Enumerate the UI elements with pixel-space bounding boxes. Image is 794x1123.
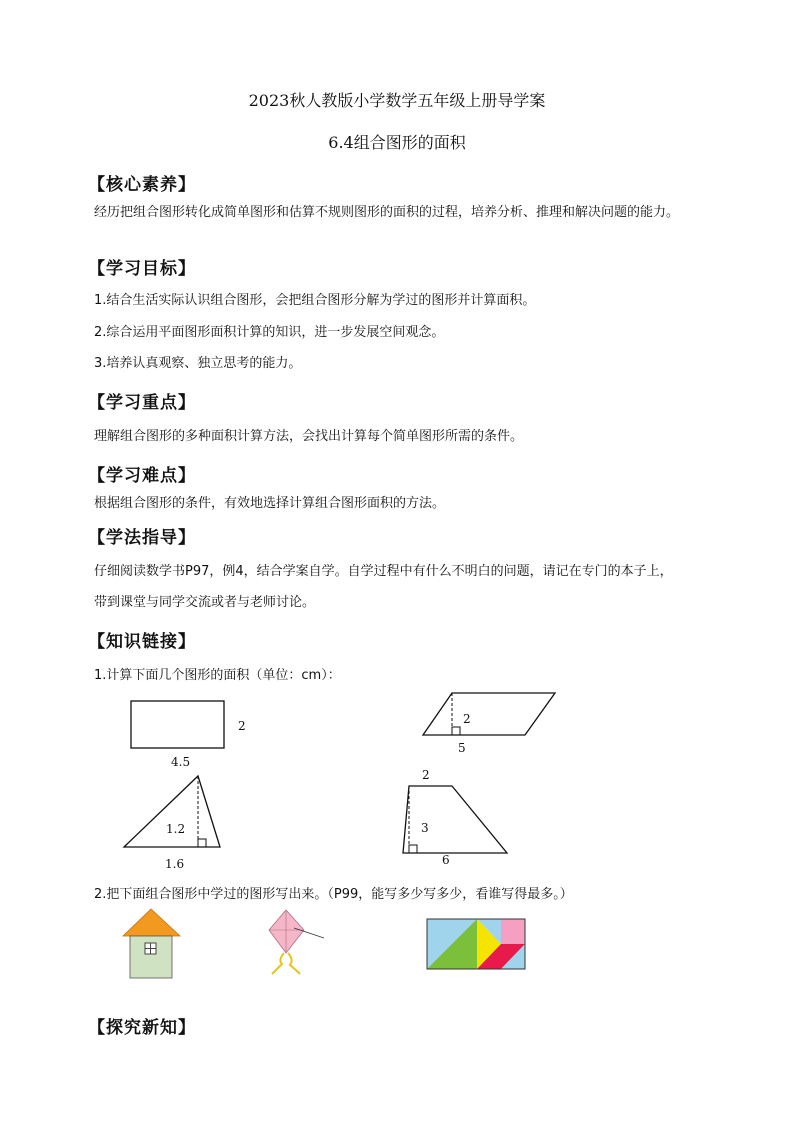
method-text-line-1: 仔细阅读数学书P97，例4，结合学案自学。自学过程中有什么不明白的问题，请记在专门的本子上， [94,564,673,579]
roof-shape [123,909,180,936]
triangle-figure [123,775,223,849]
section-heading-method: 【学法指导】 [88,528,196,548]
kite-tail-left [272,953,284,974]
method-text-line-2: 带到课堂与同学交流或者与老师讨论。 [94,595,316,610]
section-heading-difficulty: 【学习难点】 [88,466,196,486]
right-angle-mark [409,845,417,853]
tangram-figure [427,919,529,971]
trapezoid-height-label: 3 [421,821,429,835]
goal-item-3: 3.培养认真观察、独立思考的能力。 [94,356,302,371]
section-heading-focus: 【学习重点】 [88,393,196,413]
triangle-shape [124,776,220,847]
trapezoid-shape [403,786,507,853]
goal-item-2: 2.综合运用平面图形面积计算的知识，进一步发展空间观念。 [94,325,445,340]
section-heading-core: 【核心素养】 [88,175,196,195]
parallelogram-figure [422,692,556,736]
parallelogram-base-label: 5 [458,741,466,755]
right-angle-mark [198,839,206,847]
right-angle-mark [452,727,460,735]
knowledge-question-1: 1.计算下面几个图形的面积（单位：cm）： [94,668,341,683]
section-heading-goals: 【学习目标】 [88,259,196,279]
triangle-height-label: 1.2 [166,822,186,836]
focus-text: 理解组合图形的多种面积计算方法，会找出计算每个简单图形所需的条件。 [94,429,524,444]
trapezoid-bottom-label: 6 [442,853,450,867]
triangle-base-label: 1.6 [165,857,185,871]
wall-shape [130,936,172,978]
lesson-subtitle: 6.4组合图形的面积 [328,133,466,152]
rectangle-shape [131,701,224,748]
document-title: 2023秋人教版小学数学五年级上册导学案 [248,91,546,110]
goal-item-1: 1.结合生活实际认识组合图形，会把组合图形分解为学过的图形并计算面积。 [94,293,536,308]
kite-figure [264,908,338,978]
core-text: 经历把组合图形转化成简单图形和估算不规则图形的面积的过程，培养分析、推理和解决问题的能力。 [94,205,680,220]
kite-tail-right [288,953,300,974]
kite-shape [269,910,304,953]
trapezoid-top-label: 2 [422,768,430,782]
trapezoid-figure [402,785,508,855]
parallelogram-shape [423,693,555,735]
rectangle-width-label: 4.5 [171,755,191,769]
section-heading-knowledge: 【知识链接】 [88,632,196,652]
tangram-pink-square [501,919,525,944]
knowledge-question-2: 2.把下面组合图形中学过的图形写出来。（P99，能写多少写多少，看谁写得最多。） [94,887,573,902]
rectangle-figure [130,700,226,750]
parallelogram-height-label: 2 [463,712,471,726]
difficulty-text: 根据组合图形的条件，有效地选择计算组合图形面积的方法。 [94,496,446,511]
house-figure [122,908,182,980]
rectangle-height-label: 2 [238,719,246,733]
section-heading-explore: 【探究新知】 [88,1018,196,1038]
